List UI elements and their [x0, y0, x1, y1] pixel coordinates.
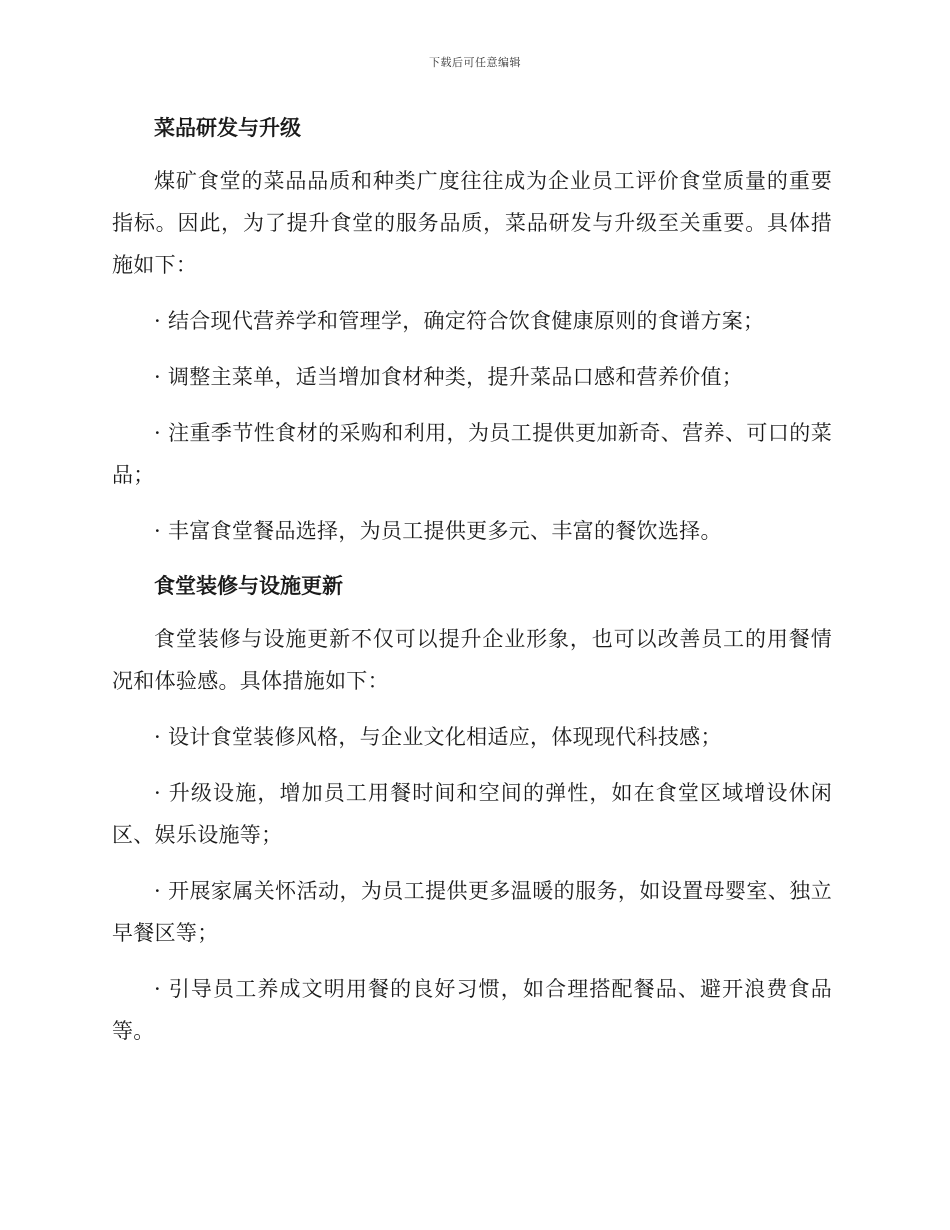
document-body: [112, 108, 832, 1066]
section-heading-renovation: 食堂装修与设施更新: [154, 573, 343, 598]
list-item: · 设计食堂装修风格，与企业文化相适应，体现现代科技感；: [154, 725, 722, 749]
list-item: · 引导员工养成文明用餐的良好习惯，如合理搭配餐品、避开浪费食品等。: [112, 977, 832, 1043]
section-intro-paragraph: 食堂装修与设施更新不仅可以提升企业形象，也可以改善员工的用餐情况和体验感。具体措施如下：: [112, 627, 832, 693]
list-item: · 注重季节性食材的采购和利用，为员工提供更加新奇、营养、可口的菜品；: [112, 421, 832, 487]
section-intro-paragraph: 煤矿食堂的菜品品质和种类广度往往成为企业员工评价食堂质量的重要指标。因此，为了提升食堂的服务品质，菜品研发与升级至关重要。具体措施如下：: [112, 169, 832, 277]
list-item: · 调整主菜单，适当增加食材种类，提升菜品口感和营养价值；: [154, 365, 744, 389]
list-item: · 升级设施，增加员工用餐时间和空间的弹性，如在食堂区域增设休闲区、娱乐设施等；: [112, 781, 832, 847]
page-header: 下载后可任意编辑: [429, 56, 521, 69]
section-heading-dish-development: 菜品研发与升级: [154, 115, 301, 140]
list-item: · 丰富食堂餐品选择，为员工提供更多元、丰富的餐饮选择。: [154, 519, 722, 543]
list-item: · 结合现代营养学和管理学，确定符合饮食健康原则的食谱方案；: [154, 309, 765, 333]
list-item: · 开展家属关怀活动，为员工提供更多温暖的服务，如设置母婴室、独立早餐区等；: [112, 879, 832, 945]
